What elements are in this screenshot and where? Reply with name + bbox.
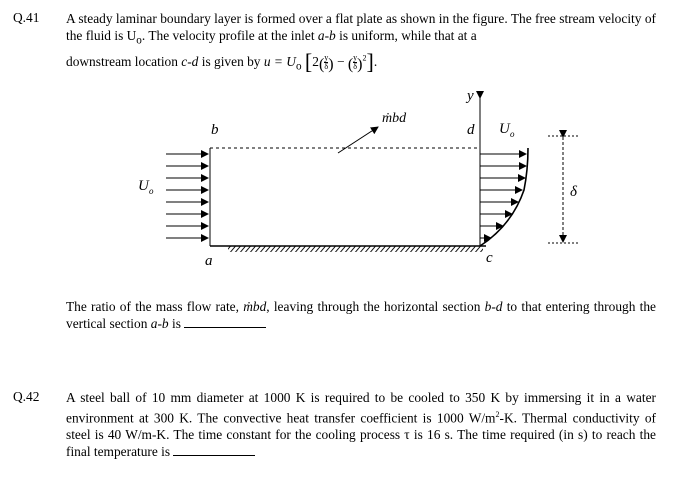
answer-blank[interactable] (173, 443, 255, 456)
label-y: y (467, 88, 474, 104)
q41-ab: a-b (317, 28, 336, 43)
q41-sub: o (136, 34, 142, 47)
plate-hatch (228, 246, 483, 252)
q41-text-part: is uniform, while that at a (335, 28, 477, 43)
formula-two: 2 (312, 54, 319, 69)
label-d: d (467, 122, 475, 138)
label-b: b (211, 122, 219, 138)
label-mbd: ṁbd (382, 111, 407, 126)
q42-text-part: -K. Thermal conductivity of steel is 40 W/m-K. The time constant for the cooling process τ is 16 s. The time required (in s) to reach the final temperature is (66, 410, 656, 460)
ratio-text: The ratio of the mass flow rate, (66, 299, 244, 314)
formula-frac: $\frac{y}{\delta}$ (324, 53, 329, 72)
label-uo-right: U (499, 121, 510, 137)
inlet-profile (166, 148, 210, 246)
label-c: c (486, 250, 493, 266)
ratio-bd: b-d (484, 299, 503, 314)
answer-blank[interactable] (184, 315, 266, 328)
label-uo-right-sub: o (510, 129, 515, 139)
label-uo-left: U (138, 178, 149, 194)
ratio-text: , leaving through the horizontal section (266, 299, 485, 314)
label-uo-left-sub: o (149, 186, 154, 196)
formula-lhs: u = U (263, 54, 296, 69)
formula-sub: o (295, 60, 302, 73)
ratio-question (66, 298, 656, 332)
q42-text-part: A steel ball of 10 mm diameter at 1000 K is required to be cooled to 350 K by immersing it in a water environment at 300 K. The convective heat transfer coefficient is 1000 W/m (66, 390, 656, 426)
ratio-ab: a-b (150, 316, 169, 331)
question-number: Q.41 (13, 10, 40, 25)
q41-text-part: . The velocity profile at the inlet (141, 28, 318, 43)
question-number: Q.42 (13, 389, 40, 404)
formula-exp: 2 (362, 53, 367, 63)
ratio-mbd: ṁbd (243, 299, 267, 314)
q41-text-part: A steady laminar boundary layer is formed over a flat plate as shown in the figure. The free stream velocity of the fluid is U (66, 11, 656, 43)
mass-flow-arrow (338, 127, 378, 153)
velocity-formula: downstream location c-d is given by $u = U_o$ [2( $\frac{y}{\delta}$ ) − ( $\frac{y}{\delta}$ )$^2$]. (66, 49, 378, 74)
label-a: a (205, 253, 213, 269)
ratio-text: to that entering through the vertical section (66, 299, 656, 331)
formula-frac-2: $\frac{y}{\delta}$ (353, 53, 358, 72)
ratio-text: is (168, 316, 185, 331)
q41-text-part: downstream location (66, 54, 182, 69)
q42-sup: 2 (495, 410, 500, 419)
question-text (66, 389, 656, 460)
label-delta: δ (570, 184, 577, 200)
q41-text-part: is given by (198, 54, 264, 69)
q41-cd: c-d (181, 54, 199, 69)
